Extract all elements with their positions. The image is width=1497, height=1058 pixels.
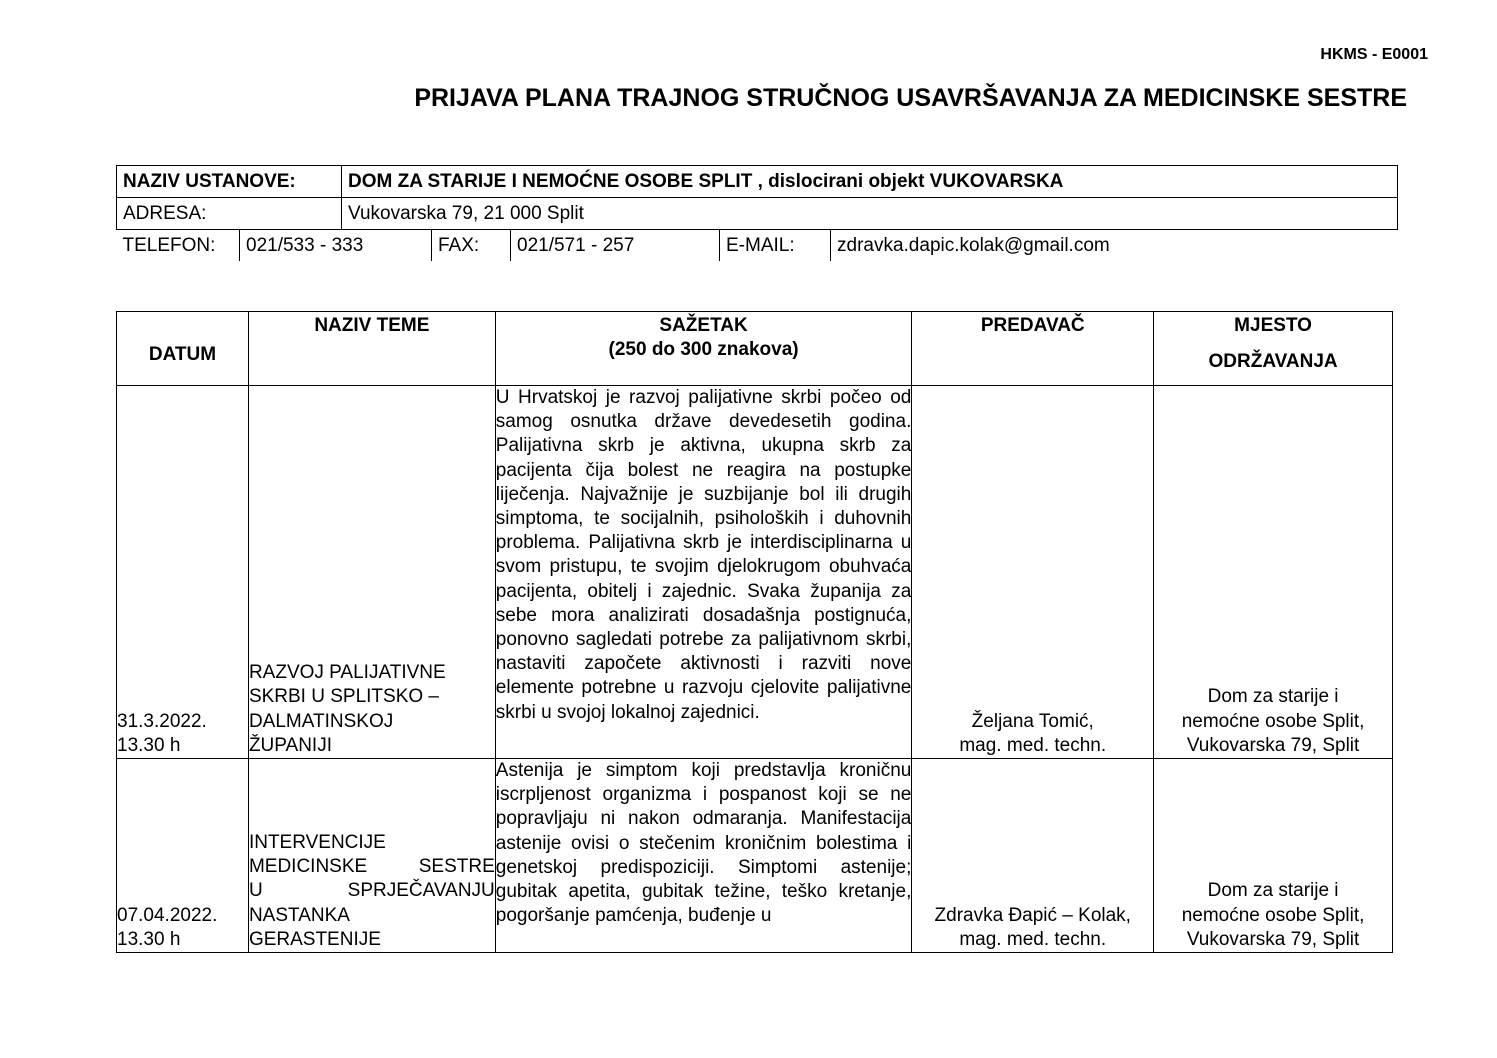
- column-lecturer-header: PREDAVAČ: [912, 312, 1154, 386]
- contact-table: [117, 230, 1398, 261]
- place-line: Dom za starije i: [1207, 880, 1339, 902]
- row-time: 13.30 h: [117, 734, 181, 756]
- topic-line: DALMATINSKOJ: [248, 710, 394, 732]
- document-title: PRIJAVA PLANA TRAJNOG STRUČNOG USAVRŠAVANJA ZA MEDICINSKE SESTRE: [414, 84, 1407, 112]
- table-row: [117, 759, 1393, 953]
- institution-address-row: [117, 198, 1398, 230]
- place-cell: [1154, 759, 1393, 953]
- email-label: E-MAIL:: [720, 230, 831, 261]
- summary-cell: U Hrvatskoj je razvoj palijativne skrbi počeo od samog osnutka države devedesetih godina. Palijativna skrb je aktivna, ukupna skrb za pacijenta čija bolest ne reagira na postupke liječenja. Najvažnije je suzbijanje bol ili drugih simptoma, te socijalnih, psiholoških i duhovnih problema. Palijativna skrb je interdisciplinarna u svom pristupu, te svojim djelokrugom obuhvaća pacijenta, obitelj i zajednic. Svaka županija za sebe mora analizirati dosadašnja postignuća, ponovno sagledati potrebe za palijativnom skrbi, nastaviti započete aktivnosti i razviti nove elemente potrebne u razvoju cjelovite palijativne skrbi u svojoj lokalnoj zajednici.: [495, 386, 912, 759]
- plan-header-row: [117, 312, 1393, 386]
- phone-value: 021/533 - 333: [240, 230, 432, 261]
- institution-name-label: NAZIV USTANOVE:: [117, 166, 342, 198]
- summary-header-line1: SAŽETAK: [659, 315, 748, 336]
- lecturer-title: mag. med. techn.: [959, 928, 1107, 950]
- row-date: 07.04.2022.: [117, 904, 218, 926]
- fax-label: FAX:: [432, 230, 511, 261]
- plan-table: [116, 311, 1393, 953]
- phone-label: TELEFON:: [122, 235, 216, 256]
- topic-line: NASTANKA: [248, 904, 350, 926]
- form-code: HKMS - E0001: [1320, 46, 1428, 63]
- summary-cell: [495, 759, 912, 953]
- place-line: Dom za starije i: [1207, 686, 1339, 708]
- place-line: nemoćne osobe Split,: [1181, 710, 1365, 732]
- email-value: zdravka.dapic.kolak@gmail.com: [831, 230, 1398, 261]
- topic-line: GERASTENIJE: [248, 928, 381, 950]
- place-line: Vukovarska 79, Split: [1186, 928, 1360, 950]
- place-cell: [1154, 386, 1393, 759]
- institution-table: [116, 165, 1398, 261]
- lecturer-cell: [912, 386, 1154, 759]
- place-line: Vukovarska 79, Split: [1186, 734, 1360, 756]
- column-summary-header: [495, 312, 912, 386]
- topic-cell: [248, 386, 495, 759]
- summary-text: Astenija je simptom koji predstavlja kroničnu iscrpljenost organizma i pospanost koji se ne popravljaju ni nakon odmaranja. Manifestacija astenije ovisi o stečenim kroničnim bolestima i genetskoj predispoziciji. Simptomi astenije; gubitak apetita, gubitak težine, teško kretanje, pogoršanje pamćenja, buđenje u: [495, 760, 912, 927]
- column-date-header: DATUM: [117, 312, 249, 386]
- contact-cell: [117, 230, 1398, 262]
- address-value: Vukovarska 79, 21 000 Split: [342, 198, 1398, 230]
- topic-line: MEDICINSKE SESTRE: [248, 856, 495, 878]
- row-date: 31.3.2022.: [117, 710, 207, 732]
- topic-line: INTERVENCIJE: [248, 831, 386, 853]
- lecturer-name: Zdravka Đapić – Kolak,: [934, 904, 1131, 926]
- institution-name-row: [117, 166, 1398, 198]
- address-label: ADRESA:: [117, 198, 342, 230]
- institution-contact-row: [117, 230, 1398, 262]
- fax-value: 021/571 - 257: [511, 230, 720, 261]
- row-time: 13.30 h: [117, 928, 181, 950]
- column-place-header: [1154, 312, 1393, 386]
- topic-cell: [248, 759, 495, 953]
- lecturer-name: Željana Tomić,: [971, 710, 1094, 732]
- topic-line: SKRBI U SPLITSKO –: [248, 686, 440, 708]
- topic-line: RAZVOJ PALIJATIVNE: [248, 662, 446, 684]
- place-header-line1: MJESTO: [1234, 315, 1312, 336]
- place-line: nemoćne osobe Split,: [1181, 904, 1365, 926]
- place-header-line2: ODRŽAVANJA: [1208, 351, 1338, 372]
- date-cell: [117, 386, 249, 759]
- institution-name-value: DOM ZA STARIJE I NEMOĆNE OSOBE SPLIT , dislocirani objekt VUKOVARSKA: [342, 166, 1398, 198]
- summary-header-line2: (250 do 300 znakova): [608, 339, 799, 360]
- lecturer-cell: [912, 759, 1154, 953]
- topic-line: U SPRJEČAVANJU: [248, 880, 495, 902]
- table-row: [117, 386, 1393, 759]
- lecturer-title: mag. med. techn.: [959, 734, 1107, 756]
- column-topic-header: NAZIV TEME: [248, 312, 495, 386]
- date-cell: [117, 759, 249, 953]
- topic-line: ŽUPANIJI: [248, 734, 332, 756]
